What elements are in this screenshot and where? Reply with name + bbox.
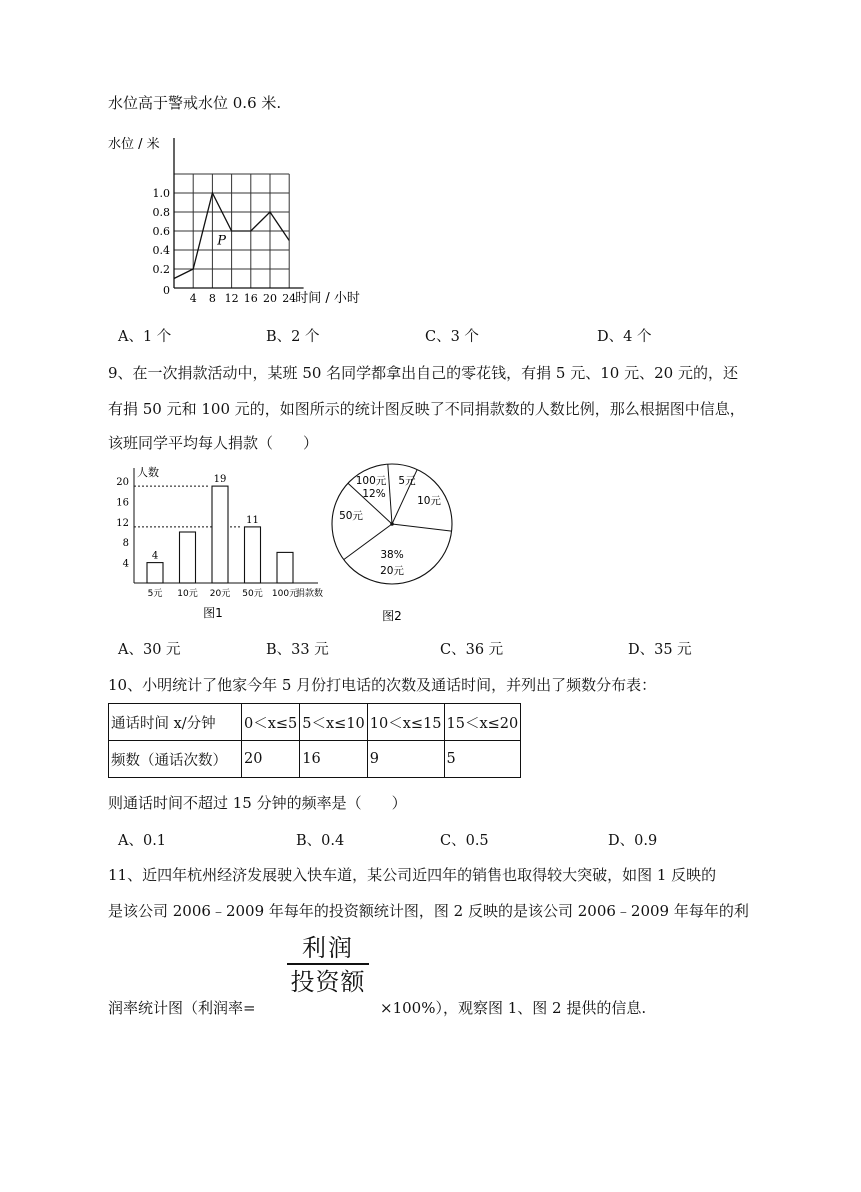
x-tick-label: 100元 (271, 589, 299, 599)
q10-text: 10、小明统计了他家今年 5 月份打电话的次数及通话时间，并列出了频数分布表： (108, 676, 657, 694)
x-tick-label: 20 (263, 292, 277, 305)
q9-line-3: 该班同学平均每人捐款（ ） (108, 434, 319, 452)
y-tick-label: 4 (122, 558, 129, 570)
slice-label-50: 50元 (339, 510, 363, 522)
q10-option-b[interactable]: B、0.4 (296, 833, 345, 849)
data-label: 19 (213, 474, 227, 486)
y-tick-label: 1.0 (152, 187, 170, 200)
point-label-p: P (217, 233, 226, 249)
q10-option-c[interactable]: C、0.5 (440, 833, 489, 849)
table-cell: 频数（通话次数） (109, 741, 242, 778)
q11-line-2: 是该公司 2006﹣2009 年每年的投资额统计图，图 2 反映的是该公司 2006﹣2009 年每年的利 (108, 902, 749, 920)
q9-line-2: 有捐 50 元和 100 元的，如图所示的统计图反映了不同捐款数的人数比例，那么根据图中信息， (108, 400, 745, 418)
donation-pie-chart (325, 462, 475, 627)
fraction-denominator: 投资额 (290, 968, 366, 996)
table-header-cell: 0＜x≤5 (242, 704, 300, 741)
water-level-chart (108, 128, 408, 313)
q10-options (118, 829, 778, 849)
q9-option-c[interactable]: C、36 元 (440, 642, 504, 658)
y-tick-label: 0.2 (152, 263, 170, 276)
y-tick-label: 0.6 (152, 225, 170, 238)
profit-rate-fraction (285, 933, 371, 999)
q9-options (118, 638, 778, 658)
data-label: 11 (246, 514, 259, 526)
table-header-cell: 15＜x≤20 (444, 704, 521, 741)
x-tick-label: 24 (282, 292, 297, 305)
intro-line: 水位高于警戒水位 0.6 米. (108, 94, 282, 112)
frequency-table (108, 703, 521, 778)
q8-option-c[interactable]: C、3 个 (425, 329, 479, 345)
q8-option-a[interactable]: A、1 个 (118, 329, 172, 345)
q9-option-d[interactable]: D、35 元 (628, 642, 692, 658)
x-axis-label: 时间 / 小时 (295, 291, 360, 306)
pie-center (390, 522, 394, 526)
table-header-cell: 10＜x≤15 (367, 704, 444, 741)
slice-percent-100: 12% (362, 488, 386, 500)
x-tick-label: 12 (224, 292, 239, 305)
table-cell: 16 (300, 741, 368, 778)
x-tick-label: 16 (243, 292, 258, 305)
table-header-cell: 5＜x≤10 (300, 704, 368, 741)
x-tick-label: 8 (208, 292, 216, 305)
x-tick-label: 20元 (209, 589, 231, 599)
q10-option-d[interactable]: D、0.9 (608, 833, 658, 849)
table-header-cell: 通话时间 x/分钟 (109, 704, 242, 741)
fraction-numerator: 利润 (302, 934, 354, 962)
donation-bar-chart (108, 462, 328, 627)
q11-line-3-suffix: ×100%），观察图 1、图 2 提供的信息. (380, 999, 647, 1017)
slice-label-5: 5元 (398, 475, 416, 487)
table-cell: 5 (444, 741, 521, 778)
origin-label: 0 (163, 284, 170, 297)
y-axis-label: 人数 (137, 466, 159, 479)
q8-options (118, 325, 778, 345)
x-tick-label: 10元 (177, 589, 198, 599)
y-axis-label: 水位 / 米 (108, 137, 160, 152)
bar-2 (212, 486, 228, 583)
y-tick-label: 8 (122, 538, 129, 550)
x-tick-label: 5元 (147, 589, 163, 599)
y-tick-label: 12 (116, 517, 129, 529)
x-axis-label: 捐款数 (296, 589, 324, 599)
y-tick-label: 20 (116, 477, 129, 488)
bar-0 (147, 563, 163, 583)
q10-question: 则通话时间不超过 15 分钟的频率是（ ） (108, 794, 407, 812)
slice-label-20: 20元 (380, 565, 404, 577)
bar-1 (180, 532, 196, 583)
slice-label-10: 10元 (417, 495, 441, 507)
q8-option-b[interactable]: B、2 个 (266, 329, 320, 345)
q10-option-a[interactable]: A、0.1 (118, 833, 167, 849)
y-tick-label: 16 (116, 497, 129, 509)
figure-caption: 图1 (203, 606, 223, 620)
slice-label-100: 100元 (355, 475, 387, 487)
x-tick-label: 50元 (242, 589, 263, 599)
data-label: 4 (151, 550, 159, 562)
table-cell: 20 (242, 741, 300, 778)
table-row (109, 741, 521, 778)
q9-line-1: 9、在一次捐款活动中，某班 50 名同学都拿出自己的零花钱，有捐 5 元、10 元、20 元的，还 (108, 364, 738, 382)
q8-option-d[interactable]: D、4 个 (597, 329, 652, 345)
table-cell: 9 (367, 741, 444, 778)
table-row (109, 704, 521, 741)
x-tick-label: 4 (189, 292, 197, 305)
bar-4 (277, 552, 293, 583)
bar-3 (245, 527, 261, 583)
figure-caption: 图2 (382, 609, 402, 623)
slice-percent-20: 38% (380, 549, 404, 561)
y-tick-label: 0.4 (152, 244, 170, 257)
q9-option-a[interactable]: A、30 元 (118, 642, 181, 658)
y-tick-label: 0.8 (152, 206, 170, 219)
q11-line-3-prefix: 润率统计图（利润率= (108, 999, 256, 1017)
q9-option-b[interactable]: B、33 元 (266, 642, 329, 658)
q11-line-1: 11、近四年杭州经济发展驶入快车道，某公司近四年的销售也取得较大突破，如图 1 反映的 (108, 866, 717, 884)
